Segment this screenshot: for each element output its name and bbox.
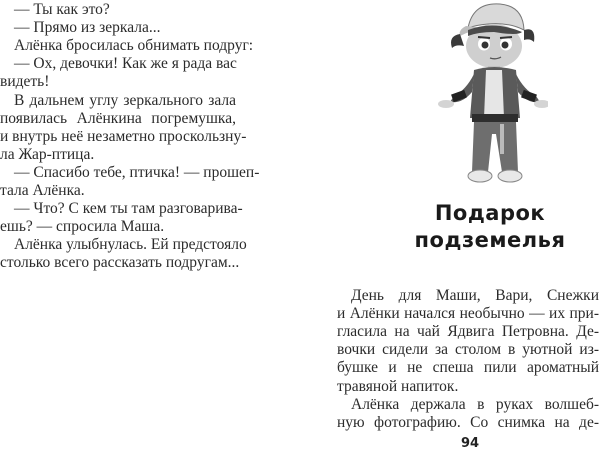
text-line: бушке и не спеша пили ароматный [337, 359, 599, 377]
text-line: вочки сидели за столом в уютной из- [337, 341, 599, 359]
text-line: Алёнка держала в руках волшеб- [351, 395, 599, 413]
text-line: В дальнем углу зеркального зала [14, 91, 236, 109]
text-line: столько всего рассказать подругам... [0, 254, 240, 272]
text-line: День для Маши, Вари, Снежки [351, 287, 599, 304]
text-line: — Ты как это? [14, 1, 110, 18]
text-line: ную фотографию. Со снимка на де- [337, 413, 599, 431]
chapter-title [370, 200, 600, 254]
character-illustration [438, 0, 548, 186]
text-line: тала Алёнка. [0, 182, 85, 199]
text-line: ла Жар-птица. [0, 145, 95, 163]
text-line: Алёнка бросилась обнимать подруг: [14, 37, 254, 55]
page-number: 94 [460, 436, 480, 451]
chapter-title-line-1: Подарок [434, 201, 546, 225]
text-line: видеть! [0, 73, 50, 91]
text-line: и внутрь неё незаметно проскользну- [0, 127, 247, 145]
text-line: — Что? С кем ты там разговарива- [14, 200, 243, 218]
right-page [300, 0, 600, 456]
text-line: ешь? — спросила Маша. [0, 218, 165, 236]
text-line: — Ох, девочки! Как же я рада вас [14, 55, 237, 73]
text-line: гласила на чай Ядвига Петровна. Де- [337, 323, 599, 341]
text-line: травяной напиток. [337, 377, 459, 395]
text-line: и Алёнки начался необычно — их при- [337, 305, 599, 323]
chapter-title-line-2: подземелья [414, 228, 566, 252]
text-line: — Прямо из зеркала... [14, 19, 161, 37]
text-line: появилась Алёнкина погремушка, [0, 109, 236, 127]
text-line: — Спасибо тебе, птичка! — прошеп- [14, 163, 260, 181]
text-line: Алёнка улыбнулась. Ей предстояло [14, 236, 247, 254]
